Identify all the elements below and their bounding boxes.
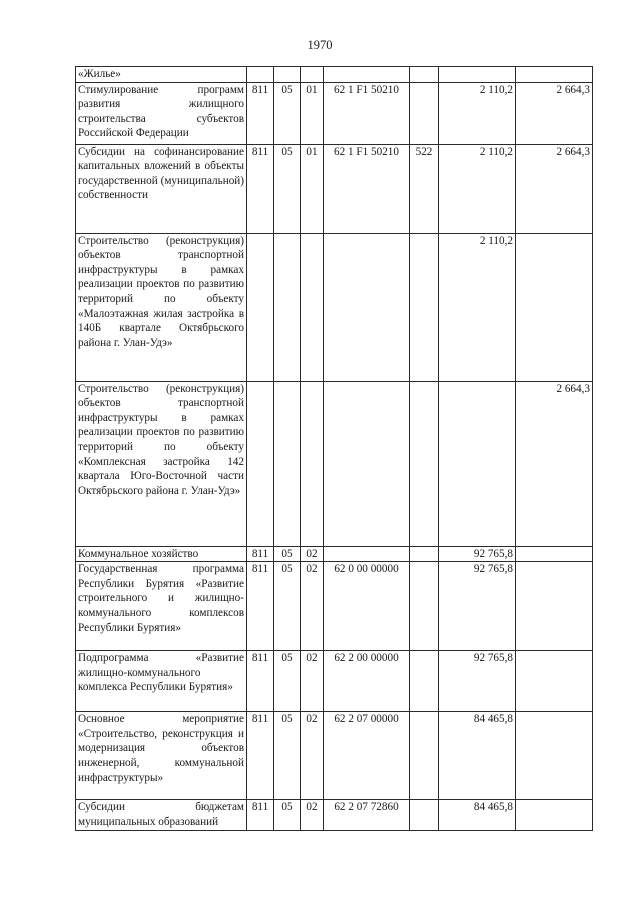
- row-name: Государственная программа Республики Бурятия «Развитие строительного и жилищно-коммунального комплексов Республики Бурятия»: [76, 562, 247, 651]
- ministry-code: 811: [247, 651, 274, 712]
- row-name: Основное мероприятие «Строительство, реконструкция и модернизация объектов инженерной, коммунальной инфраструктуры»: [76, 712, 247, 800]
- expense-type: [410, 233, 439, 381]
- amount-year-1: [439, 67, 516, 83]
- expense-type: [410, 82, 439, 144]
- expense-type: [410, 546, 439, 562]
- amount-year-2: [516, 233, 593, 381]
- ministry-code: [247, 233, 274, 381]
- amount-year-2: 2 664,3: [516, 381, 593, 546]
- subsection-code: [301, 233, 324, 381]
- expense-type: [410, 67, 439, 83]
- subsection-code: 02: [301, 800, 324, 831]
- amount-year-1: 2 110,2: [439, 144, 516, 233]
- section-code: [274, 233, 301, 381]
- table-row: [76, 651, 593, 712]
- ministry-code: 811: [247, 562, 274, 651]
- row-name: Субсидии на софинансирование капитальных вложений в объекты государственной (муниципальной) собственности: [76, 144, 247, 233]
- expense-type: [410, 562, 439, 651]
- amount-year-1: 84 465,8: [439, 800, 516, 831]
- amount-year-2: [516, 562, 593, 651]
- target-article: 62 2 07 00000: [324, 712, 410, 800]
- amount-year-2: [516, 712, 593, 800]
- budget-table: [75, 66, 593, 831]
- ministry-code: 811: [247, 712, 274, 800]
- ministry-code: [247, 381, 274, 546]
- section-code: 05: [274, 651, 301, 712]
- amount-year-2: [516, 67, 593, 83]
- row-name: Подпрограмма «Развитие жилищно-коммунального комплекса Республики Бурятия»: [76, 651, 247, 712]
- ministry-code: 811: [247, 546, 274, 562]
- page-number: 1970: [307, 38, 333, 52]
- amount-year-1: 92 765,8: [439, 562, 516, 651]
- table-row: [76, 144, 593, 233]
- subsection-code: 01: [301, 82, 324, 144]
- target-article: [324, 381, 410, 546]
- section-code: 05: [274, 546, 301, 562]
- table-row: [76, 562, 593, 651]
- row-name: Строительство (реконструкция) объектов транспортной инфраструктуры в рамках реализации проектов по развитию территорий по объекту «Комплексная застройка 142 квартала Юго-Восточной части Октябрьского района г. Улан-Удэ»: [76, 381, 247, 546]
- subsection-code: [301, 67, 324, 83]
- row-name: Субсидии бюджетам муниципальных образований: [76, 800, 247, 831]
- subsection-code: 02: [301, 546, 324, 562]
- section-code: 05: [274, 562, 301, 651]
- subsection-code: 02: [301, 651, 324, 712]
- amount-year-2: [516, 546, 593, 562]
- table-row: [76, 233, 593, 381]
- amount-year-1: 92 765,8: [439, 651, 516, 712]
- ministry-code: [247, 67, 274, 83]
- target-article: 62 1 F1 50210: [324, 144, 410, 233]
- amount-year-2: 2 664,3: [516, 144, 593, 233]
- amount-year-1: [439, 381, 516, 546]
- ministry-code: 811: [247, 800, 274, 831]
- table-row: [76, 381, 593, 546]
- amount-year-1: 2 110,2: [439, 82, 516, 144]
- section-code: [274, 381, 301, 546]
- section-code: [274, 67, 301, 83]
- target-article: [324, 546, 410, 562]
- subsection-code: 01: [301, 144, 324, 233]
- amount-year-2: 2 664,3: [516, 82, 593, 144]
- subsection-code: 02: [301, 562, 324, 651]
- row-name: Стимулирование программ развития жилищного строительства субъектов Российской Федерации: [76, 82, 247, 144]
- row-name: Строительство (реконструкция) объектов транспортной инфраструктуры в рамках реализации проектов по развитию территорий по объекту «Малоэтажная жилая застройка в 140Б квартале Октябрьского района г. Улан-Удэ»: [76, 233, 247, 381]
- expense-type: [410, 800, 439, 831]
- section-code: 05: [274, 712, 301, 800]
- target-article: 62 2 07 72860: [324, 800, 410, 831]
- expense-type: [410, 381, 439, 546]
- section-code: 05: [274, 82, 301, 144]
- subsection-code: 02: [301, 712, 324, 800]
- target-article: 62 0 00 00000: [324, 562, 410, 651]
- amount-year-2: [516, 651, 593, 712]
- subsection-code: [301, 381, 324, 546]
- section-code: 05: [274, 144, 301, 233]
- target-article: [324, 67, 410, 83]
- target-article: 62 2 00 00000: [324, 651, 410, 712]
- section-code: 05: [274, 800, 301, 831]
- amount-year-1: 84 465,8: [439, 712, 516, 800]
- row-name: Коммунальное хозяйство: [76, 546, 247, 562]
- target-article: [324, 233, 410, 381]
- table-row: [76, 800, 593, 831]
- amount-year-1: 2 110,2: [439, 233, 516, 381]
- table-row: [76, 712, 593, 800]
- target-article: 62 1 F1 50210: [324, 82, 410, 144]
- table-row: [76, 67, 593, 83]
- ministry-code: 811: [247, 144, 274, 233]
- expense-type: 522: [410, 144, 439, 233]
- expense-type: [410, 651, 439, 712]
- amount-year-2: [516, 800, 593, 831]
- table-row: [76, 546, 593, 562]
- row-name: «Жилье»: [76, 67, 247, 83]
- table-row: [76, 82, 593, 144]
- amount-year-1: 92 765,8: [439, 546, 516, 562]
- ministry-code: 811: [247, 82, 274, 144]
- expense-type: [410, 712, 439, 800]
